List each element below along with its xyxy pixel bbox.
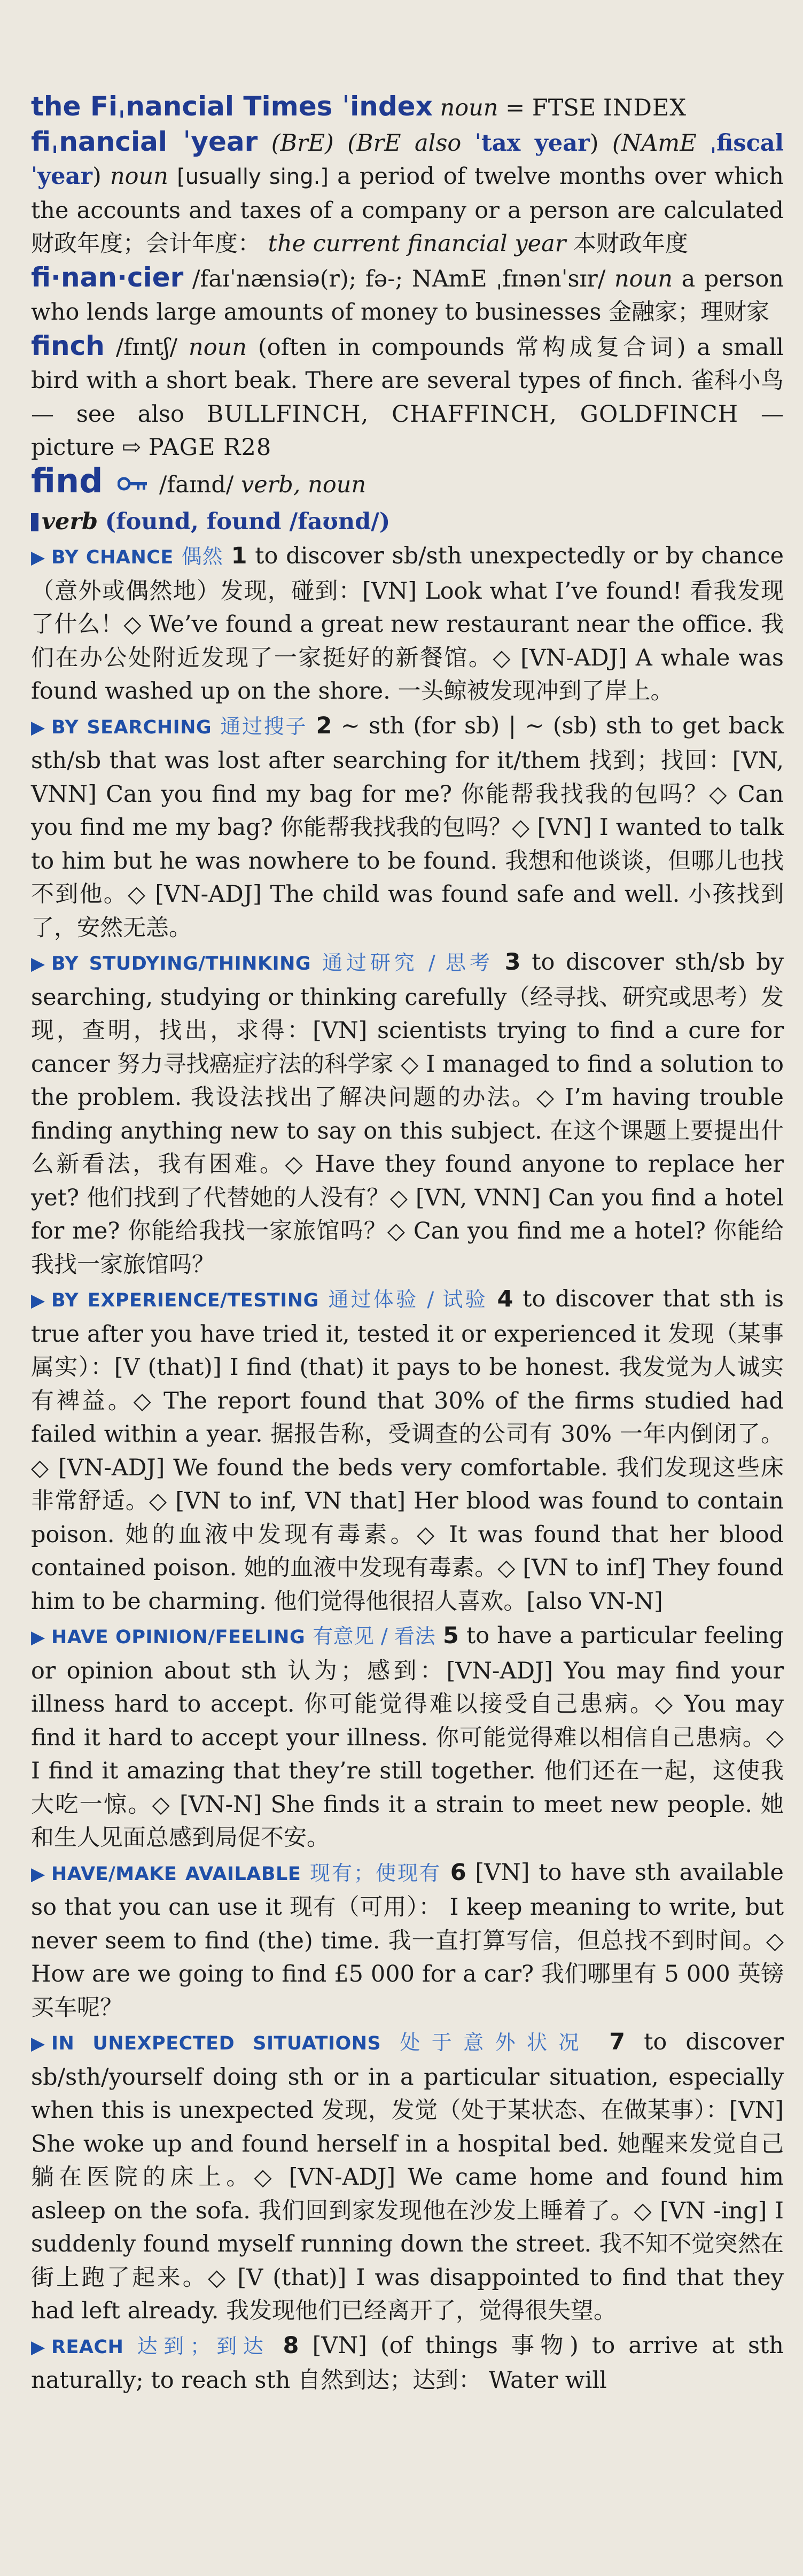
headword: finch (31, 330, 105, 361)
headword: the Fiˌnancial Times ˈindex (31, 91, 433, 122)
part-of-speech: noun (110, 163, 168, 190)
sense-number: 1 (231, 543, 247, 570)
sense-number: 4 (497, 1286, 513, 1313)
entry-find (31, 461, 784, 2397)
shortcut-label: BY SEARCHING (51, 716, 212, 738)
sense-1 (31, 539, 784, 708)
sense-5 (31, 1619, 784, 1855)
paren: ) (589, 129, 599, 157)
shortcut-label: BY CHANCE (51, 547, 174, 569)
example-translation: 本财政年度 (573, 230, 688, 257)
triangle-bullet-icon: ▶ (31, 2033, 45, 2055)
part-of-speech: noun (614, 265, 673, 292)
triangle-bullet-icon: ▶ (31, 1863, 45, 1885)
shortcut-label: REACH (51, 2336, 124, 2358)
triangle-bullet-icon: ▶ (31, 1290, 45, 1312)
sense-body: to discover that sth is true after you have tried it, tested it or experienced it 发现（某事属实）：[V (that)] I find (that) it pays to be honest. 我发觉为人诚实有裨益。◇ The report found that 30% of the firms studied had failed within a year. 据报告称，受调查的公司有 30% 一年内倒闭了。◇ [VN-ADJ] We found the beds very comfortable. 我们发现这些床非常舒适。◇ [VN to inf, VN that] Her blood was found to contain poison. 她的血液中发现有毒素。◇ It was found that her blood contained poison. 她的血液中发现有毒素。◇ [VN to inf] They found him to be charming. 他们觉得他很招人喜欢。[also VN-N] (31, 1286, 784, 1615)
sense-body: [VN] (of things 事物) to arrive at sth naturally; to reach sth 自然到达；达到： Water will (31, 2332, 784, 2394)
alt-headword: ˈtax year (474, 129, 590, 157)
region-label: (NAmE (612, 129, 697, 157)
sense-number: 6 (450, 1859, 466, 1886)
picture-ref: — picture ⇨ (31, 400, 784, 461)
verb-label: verb (42, 508, 98, 535)
sense-body: to discover sb/sth/yourself doing sth or in a particular situation, especially when this is unexpected 发现，发觉（处于某状态、在做某事）：[VN] She woke up and found herself in a hospital bed. 她醒来发觉自己躺在医院的床上。◇ [VN-ADJ] We came home and found him asleep on the sofa. 我们回到家发现他在沙发上睡着了。◇ [VN -ing] I suddenly found myself running down the street. 我不知不觉突然在街上跑了起来。◇ [V (that)] I was disappointed to find that they had left already. 我发现他们已经离开了，觉得很失望。 (31, 2029, 784, 2325)
sense-6 (31, 1856, 784, 2025)
pronunciation: /fɪntʃ/ (115, 334, 178, 361)
triangle-bullet-icon: ▶ (31, 1627, 45, 1649)
entry-financial-year (31, 125, 784, 261)
triangle-bullet-icon: ▶ (31, 2336, 45, 2358)
headword: find (31, 461, 103, 500)
definition: a person who lends large amounts of money to businesses 金融家；理财家 (31, 265, 784, 326)
example: the current financial year (268, 230, 566, 257)
part-of-speech: verb, noun (241, 471, 367, 498)
headword: fiˌnancial ˈyear (31, 126, 258, 157)
sense-body: ∼ sth (for sb) | ∼ (sb) sth to get back sth/sb that was lost after searching for it/them 找到；找回：[VN, VNN] Can you find my bag for me? 你能帮我找我的包吗？◇ Can you find me my bag? 你能帮我找我的包吗？◇ [VN] I wanted to talk to him but he was nowhere to be found. 我想和他谈谈，但哪儿也找不到他。◇ [VN-ADJ] The child was found safe and well. 小孩找到了，安然无恙。 (31, 712, 784, 941)
verb-forms: (found, found /faʊnd/) (105, 508, 391, 535)
grammar-label: [usually sing.] (177, 165, 329, 189)
sense-number: 7 (609, 2029, 625, 2056)
sense-8 (31, 2329, 784, 2397)
pronunciation: /faɪnd/ (159, 471, 234, 498)
sense-body: to discover sth/sb by searching, studying or thinking carefully（经寻找、研究或思考）发现，查明，找出，求得：[VN] scientists trying to find a cure for cancer 努力寻找癌症疗法的科学家 ◇ I managed to find a solution to the problem. 我设法找出了解决问题的办法。◇ I’m having trouble finding anything new to say on this subject. 在这个课题上要提出什么新看法，我有困难。◇ Have they found anyone to replace her yet? 他们找到了代替她的人没有？◇ [VN, VNN] Can you find a hotel for me? 你能给我找一家旅馆吗？◇ Can you find me a hotel? 你能给我找一家旅馆吗？ (31, 949, 784, 1278)
shortcut-translation: 通过搜子 (220, 714, 308, 738)
entry-ft-index (31, 90, 784, 125)
key-icon (118, 467, 149, 501)
pronunciation: /faɪˈnænsiə(r); fə-; NAmE ˌfɪnənˈsɪr/ (192, 265, 606, 292)
sense-number: 3 (504, 949, 521, 976)
shortcut-label: BY EXPERIENCE/TESTING (51, 1290, 319, 1312)
section-marker-icon (31, 513, 38, 531)
sense-number: 2 (316, 712, 332, 739)
definition: a period of twelve months over which the accounts and taxes of a company or a person are calculated 财政年度；会计年度： (31, 163, 784, 257)
sense-body: to discover sb/sth unexpectedly or by chance（意外或偶然地）发现，碰到：[VN] Look what I’ve found! 看我发现了什么！◇ We’ve found a great new restaurant near the office. 我们在办公处附近发现了一家挺好的新餐馆。◇ [VN-ADJ] A whale was found washed up on the shore. 一头鲸被发现冲到了岸上。 (31, 543, 784, 705)
part-of-speech: noun (440, 95, 498, 121)
triangle-bullet-icon: ▶ (31, 547, 45, 569)
shortcut-translation: 通过体验 / 试验 (328, 1288, 488, 1312)
paren: ) (92, 163, 102, 190)
cross-reference: INDEX (603, 95, 687, 121)
shortcut-label: BY STUDYING/THINKING (51, 953, 311, 975)
entry-financier (31, 261, 784, 329)
alt-headword: ˌfiscal ˈyear (31, 129, 784, 190)
sense-number: 8 (283, 2332, 299, 2359)
region-label: (BrE) (271, 129, 334, 157)
sense-3 (31, 946, 784, 1281)
part-of-speech: noun (189, 334, 247, 361)
find-header (31, 461, 784, 505)
shortcut-label: HAVE/MAKE AVAILABLE (51, 1863, 301, 1885)
sense-7 (31, 2025, 784, 2328)
triangle-bullet-icon: ▶ (31, 953, 45, 975)
shortcut-label: IN UNEXPECTED SITUATIONS (51, 2033, 381, 2055)
alt-label: (BrE also (347, 129, 462, 157)
sense-body: to have a particular feeling or opinion about sth 认为；感到：[VN-ADJ] You may find your illness hard to accept. 你可能觉得难以接受自己患病。◇ You may find it hard to accept your illness. 你可能觉得难以相信自己患病。◇ I find it amazing that they’re still together. 他们还在一起，这使我大吃一惊。◇ [VN-N] She finds it a strain to meet new people. 她和生人见面总感到局促不安。 (31, 1622, 784, 1852)
shortcut-translation: 有意见 / 看法 (313, 1624, 435, 1649)
triangle-bullet-icon: ▶ (31, 716, 45, 738)
page-ref: PAGE R28 (148, 434, 272, 461)
sense-2 (31, 709, 784, 945)
sense-list (31, 539, 784, 2397)
headword: fi·nan·cier (31, 261, 184, 293)
shortcut-translation: 通过研究 / 思考 (322, 951, 494, 975)
sense-number: 5 (442, 1622, 459, 1650)
verb-forms-line (31, 505, 784, 539)
entry-finch (31, 329, 784, 465)
equivalent: = FTSE (505, 95, 596, 121)
shortcut-translation: 处于意外状况 (400, 2031, 590, 2055)
sense-body: [VN] to have sth available so that you can use it 现有（可用）： I keep meaning to write, but never seem to find (the) time. 我一直打算写信，但总找不到时间。◇ How are we going to find £5 000 for a car? 我们哪里有 5 000 英镑买车呢？ (31, 1859, 784, 2021)
definition: (often in compounds 常构成复合词) a small bird with a short beak. There are several types of finch. 雀科小鸟 — see also (31, 334, 784, 428)
shortcut-translation: 偶然 (181, 545, 223, 569)
see-also-refs: BULLFINCH, CHAFFINCH, GOLDFINCH (206, 400, 739, 428)
shortcut-label: HAVE OPINION/FEELING (51, 1627, 306, 1649)
sense-4 (31, 1282, 784, 1618)
shortcut-translation: 达到；到达 (137, 2334, 270, 2358)
shortcut-translation: 现有；使现有 (309, 1861, 442, 1885)
